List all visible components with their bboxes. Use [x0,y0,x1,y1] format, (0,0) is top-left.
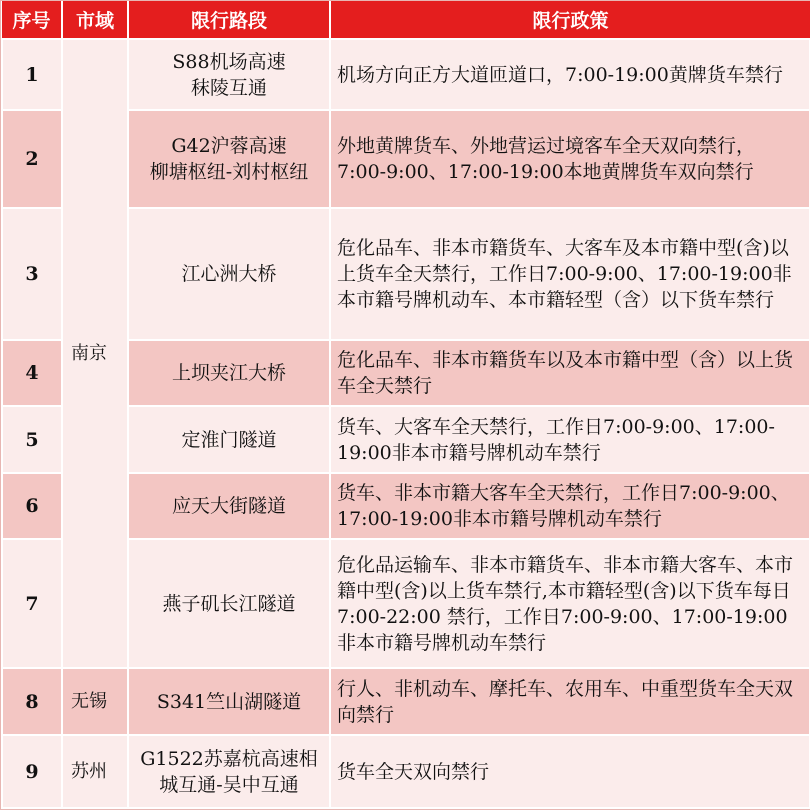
header-city: 市域 [62,1,128,39]
table-header-row [2,1,810,39]
row-road: G42沪蓉高速 柳塘枢纽-刘村枢纽 [128,110,330,208]
row-policy: 货车、大客车全天禁行，工作日7:00-9:00、17:00-19:00非本市籍号牌机动车禁行 [330,406,810,473]
row-policy: 货车全天双向禁行 [330,735,810,808]
table-row [2,735,810,808]
row-policy: 危化品车、非本市籍货车以及本市籍中型（含）以上货车全天禁行 [330,340,810,406]
row-policy: 外地黄牌货车、外地营运过境客车全天双向禁行，7:00-9:00、17:00-19:00本地黄牌货车双向禁行 [330,110,810,208]
header-index: 序号 [2,1,62,39]
city-cell-suzhou: 苏州 [62,735,128,808]
row-index: 2 [2,110,62,208]
row-road: 定淮门隧道 [128,406,330,473]
row-index: 1 [2,39,62,110]
row-index: 9 [2,735,62,808]
row-index: 8 [2,668,62,735]
row-index: 7 [2,539,62,668]
header-policy: 限行政策 [330,1,810,39]
table-row [2,39,810,110]
row-road: G1522苏嘉杭高速相 城互通-吴中互通 [128,735,330,808]
row-road: S88机场高速 秣陵互通 [128,39,330,110]
row-index: 4 [2,340,62,406]
table-row [2,668,810,735]
row-policy: 机场方向正方大道匝道口，7:00-19:00黄牌货车禁行 [330,39,810,110]
row-index: 6 [2,473,62,539]
city-cell-nanjing: 南京 [62,39,128,668]
row-road: S341竺山湖隧道 [128,668,330,735]
row-road: 应天大街隧道 [128,473,330,539]
city-cell-wuxi: 无锡 [62,668,128,735]
row-index: 3 [2,208,62,340]
row-policy: 货车、非本市籍大客车全天禁行，工作日7:00-9:00、17:00-19:00非本市籍号牌机动车禁行 [330,473,810,539]
row-policy: 危化品车、非本市籍货车、大客车及本市籍中型(含)以上货车全天禁行，工作日7:00-9:00、17:00-19:00非本市籍号牌机动车、本市籍轻型（含）以下货车禁行 [330,208,810,340]
row-road: 江心洲大桥 [128,208,330,340]
row-road: 上坝夹江大桥 [128,340,330,406]
row-index: 5 [2,406,62,473]
row-policy: 行人、非机动车、摩托车、农用车、中重型货车全天双向禁行 [330,668,810,735]
header-road: 限行路段 [128,1,330,39]
row-policy: 危化品运输车、非本市籍货车、非本市籍大客车、本市籍中型(含)以上货车禁行,本市籍轻型(含)以下货车每日7:00-22:00 禁行，工作日7:00-9:00、17:00-19:00非本市籍号牌机动车禁行 [330,539,810,668]
row-road: 燕子矶长江隧道 [128,539,330,668]
restriction-table [1,1,810,809]
